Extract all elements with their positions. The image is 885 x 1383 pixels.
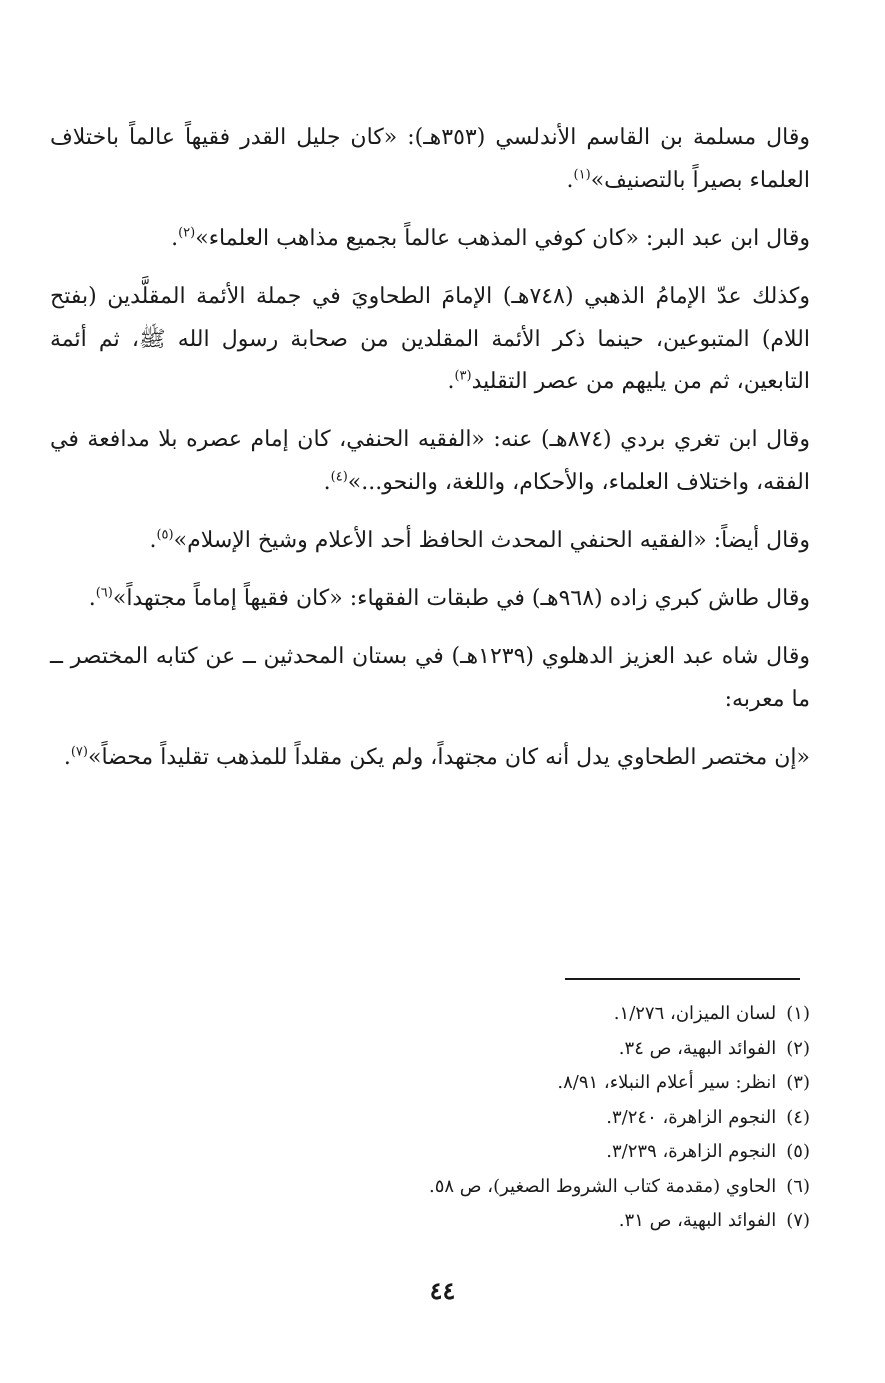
footnote-marker: (٤) bbox=[330, 469, 348, 485]
footnote-5: (٥)النجوم الزاهرة، ٣/٢٣٩. bbox=[606, 1141, 810, 1162]
footnote-divider bbox=[565, 978, 800, 980]
footnote-marker: (٣) bbox=[454, 369, 472, 385]
paragraph-3: وكذلك عدّ الإمامُ الذهبي (٧٤٨هـ) الإمامَ الطحاويَ في جملة الأئمة المقلَّدين (بفتح اللام) المتبوعين، حينما ذكر الأئمة المقلدين من صحابة رسول الله ﷺ، ثم أئمة التابعين، ثم من يليهم من عصر التقليد$^{(٣)}$. bbox=[50, 283, 811, 395]
footnote-marker: (٦) bbox=[95, 585, 113, 601]
paragraph-2: وقال ابن عبد البر: «كان كوفي المذهب عالماً بجميع مذاهب العلماء»$^{(٢)}$. bbox=[171, 225, 810, 251]
footnote-marker: (٧) bbox=[70, 744, 88, 760]
paragraph-4: وقال ابن تغري بردي (٨٧٤هـ) عنه: «الفقيه الحنفي، كان إمام عصره بلا مدافعة في الفقه، واختلاف العلماء، والأحكام، واللغة، والنحو...»$^{(٤)}$. bbox=[50, 427, 810, 496]
paragraph-5: وقال أيضاً: «الفقيه الحنفي المحدث الحافظ أحد الأعلام وشيخ الإسلام»$^{(٥)}$. bbox=[149, 527, 810, 554]
footnote-3: (٣)انظر: سير أعلام النبلاء، ٨/٩١. bbox=[557, 1072, 810, 1093]
paragraph-1: وقال مسلمة بن القاسم الأندلسي (٣٥٣هـ): «كان جليل القدر فقيهاً عالماً باختلاف العلماء بصيراً بالتصنيف»$^{(١)}$. bbox=[50, 125, 810, 193]
footnotes bbox=[300, 997, 810, 1239]
footnote-1: (١)لسان الميزان، ١/٢٧٦. bbox=[613, 1003, 810, 1024]
page-number: ٤٤ bbox=[429, 1276, 456, 1305]
footnote-2: (٢)الفوائد البهية، ص ٣٤. bbox=[618, 1037, 810, 1059]
footnote-4: (٤)النجوم الزاهرة، ٣/٢٤٠. bbox=[606, 1106, 810, 1128]
footnote-marker: (٢) bbox=[178, 225, 196, 241]
main-text bbox=[50, 117, 810, 795]
footnote-marker: (٥) bbox=[156, 527, 174, 543]
paragraph-8: «إن مختصر الطحاوي يدل أنه كان مجتهداً، ولم يكن مقلداً للمذهب تقليداً محضاً»$^{(٧)}$. bbox=[63, 744, 810, 770]
paragraph-6: وقال طاش كبري زاده (٩٦٨هـ) في طبقات الفقهاء: «كان فقيهاً إماماً مجتهداً»$^{(٦)}$. bbox=[88, 585, 810, 612]
footnote-marker: (١) bbox=[573, 167, 591, 183]
paragraph-7: وقال شاه عبد العزيز الدهلوي (١٢٣٩هـ) في بستان المحدثين ــ عن كتابه المختصر ــ ما معربه: bbox=[50, 643, 811, 712]
footnote-6: (٦)الحاوي (مقدمة كتاب الشروط الصغير)، ص ٥٨. bbox=[428, 1175, 810, 1197]
footnote-7: (٧)الفوائد البهية، ص ٣١. bbox=[618, 1210, 810, 1231]
